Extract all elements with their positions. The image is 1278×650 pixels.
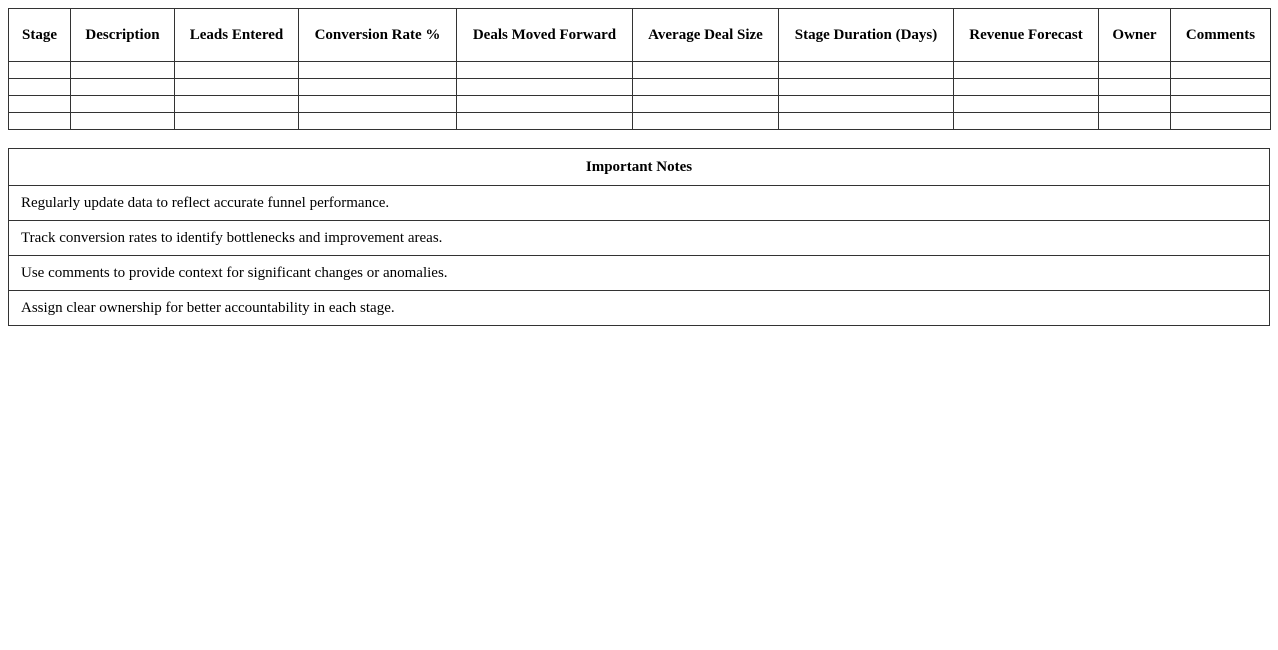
cell-average-deal-size[interactable] xyxy=(633,113,779,130)
column-header-revenue-forecast: Revenue Forecast xyxy=(954,9,1099,62)
column-header-average-deal-size: Average Deal Size xyxy=(633,9,779,62)
column-header-conversion-rate: Conversion Rate % xyxy=(299,9,457,62)
cell-deals-moved-forward[interactable] xyxy=(457,113,633,130)
table-row xyxy=(9,79,1271,96)
cell-owner[interactable] xyxy=(1099,79,1171,96)
cell-stage-duration[interactable] xyxy=(779,96,954,113)
note-row xyxy=(9,256,1270,291)
cell-stage-duration[interactable] xyxy=(779,113,954,130)
column-header-owner: Owner xyxy=(1099,9,1171,62)
cell-stage[interactable] xyxy=(9,79,71,96)
note-item: Use comments to provide context for significant changes or anomalies. xyxy=(9,256,1270,291)
cell-average-deal-size[interactable] xyxy=(633,96,779,113)
column-header-stage: Stage xyxy=(9,9,71,62)
cell-leads-entered[interactable] xyxy=(175,62,299,79)
table-row xyxy=(9,96,1271,113)
note-row xyxy=(9,186,1270,221)
cell-conversion-rate[interactable] xyxy=(299,62,457,79)
column-header-leads-entered: Leads Entered xyxy=(175,9,299,62)
cell-description[interactable] xyxy=(71,62,175,79)
note-row xyxy=(9,291,1270,326)
cell-deals-moved-forward[interactable] xyxy=(457,96,633,113)
cell-stage[interactable] xyxy=(9,62,71,79)
cell-comments[interactable] xyxy=(1171,62,1271,79)
cell-owner[interactable] xyxy=(1099,113,1171,130)
document xyxy=(8,8,1270,326)
cell-revenue-forecast[interactable] xyxy=(954,79,1099,96)
cell-conversion-rate[interactable] xyxy=(299,96,457,113)
cell-leads-entered[interactable] xyxy=(175,79,299,96)
column-header-deals-moved-forward: Deals Moved Forward xyxy=(457,9,633,62)
cell-conversion-rate[interactable] xyxy=(299,79,457,96)
cell-description[interactable] xyxy=(71,96,175,113)
cell-description[interactable] xyxy=(71,79,175,96)
cell-description[interactable] xyxy=(71,113,175,130)
cell-stage-duration[interactable] xyxy=(779,62,954,79)
cell-conversion-rate[interactable] xyxy=(299,113,457,130)
cell-revenue-forecast[interactable] xyxy=(954,62,1099,79)
cell-revenue-forecast[interactable] xyxy=(954,96,1099,113)
note-item: Regularly update data to reflect accurate funnel performance. xyxy=(9,186,1270,221)
cell-stage[interactable] xyxy=(9,113,71,130)
notes-header-row xyxy=(9,149,1270,186)
table-header-row xyxy=(9,9,1271,62)
note-item: Track conversion rates to identify bottlenecks and improvement areas. xyxy=(9,221,1270,256)
note-item: Assign clear ownership for better accountability in each stage. xyxy=(9,291,1270,326)
cell-stage-duration[interactable] xyxy=(779,79,954,96)
column-header-stage-duration: Stage Duration (Days) xyxy=(779,9,954,62)
cell-stage[interactable] xyxy=(9,96,71,113)
important-notes-table xyxy=(8,148,1270,326)
cell-deals-moved-forward[interactable] xyxy=(457,62,633,79)
cell-owner[interactable] xyxy=(1099,96,1171,113)
cell-comments[interactable] xyxy=(1171,96,1271,113)
cell-comments[interactable] xyxy=(1171,79,1271,96)
notes-title: Important Notes xyxy=(9,149,1270,186)
cell-leads-entered[interactable] xyxy=(175,113,299,130)
table-row xyxy=(9,62,1271,79)
table-row xyxy=(9,113,1271,130)
cell-comments[interactable] xyxy=(1171,113,1271,130)
cell-average-deal-size[interactable] xyxy=(633,62,779,79)
column-header-comments: Comments xyxy=(1171,9,1271,62)
cell-deals-moved-forward[interactable] xyxy=(457,79,633,96)
column-header-description: Description xyxy=(71,9,175,62)
cell-average-deal-size[interactable] xyxy=(633,79,779,96)
sales-funnel-table xyxy=(8,8,1271,130)
cell-leads-entered[interactable] xyxy=(175,96,299,113)
cell-revenue-forecast[interactable] xyxy=(954,113,1099,130)
note-row xyxy=(9,221,1270,256)
cell-owner[interactable] xyxy=(1099,62,1171,79)
